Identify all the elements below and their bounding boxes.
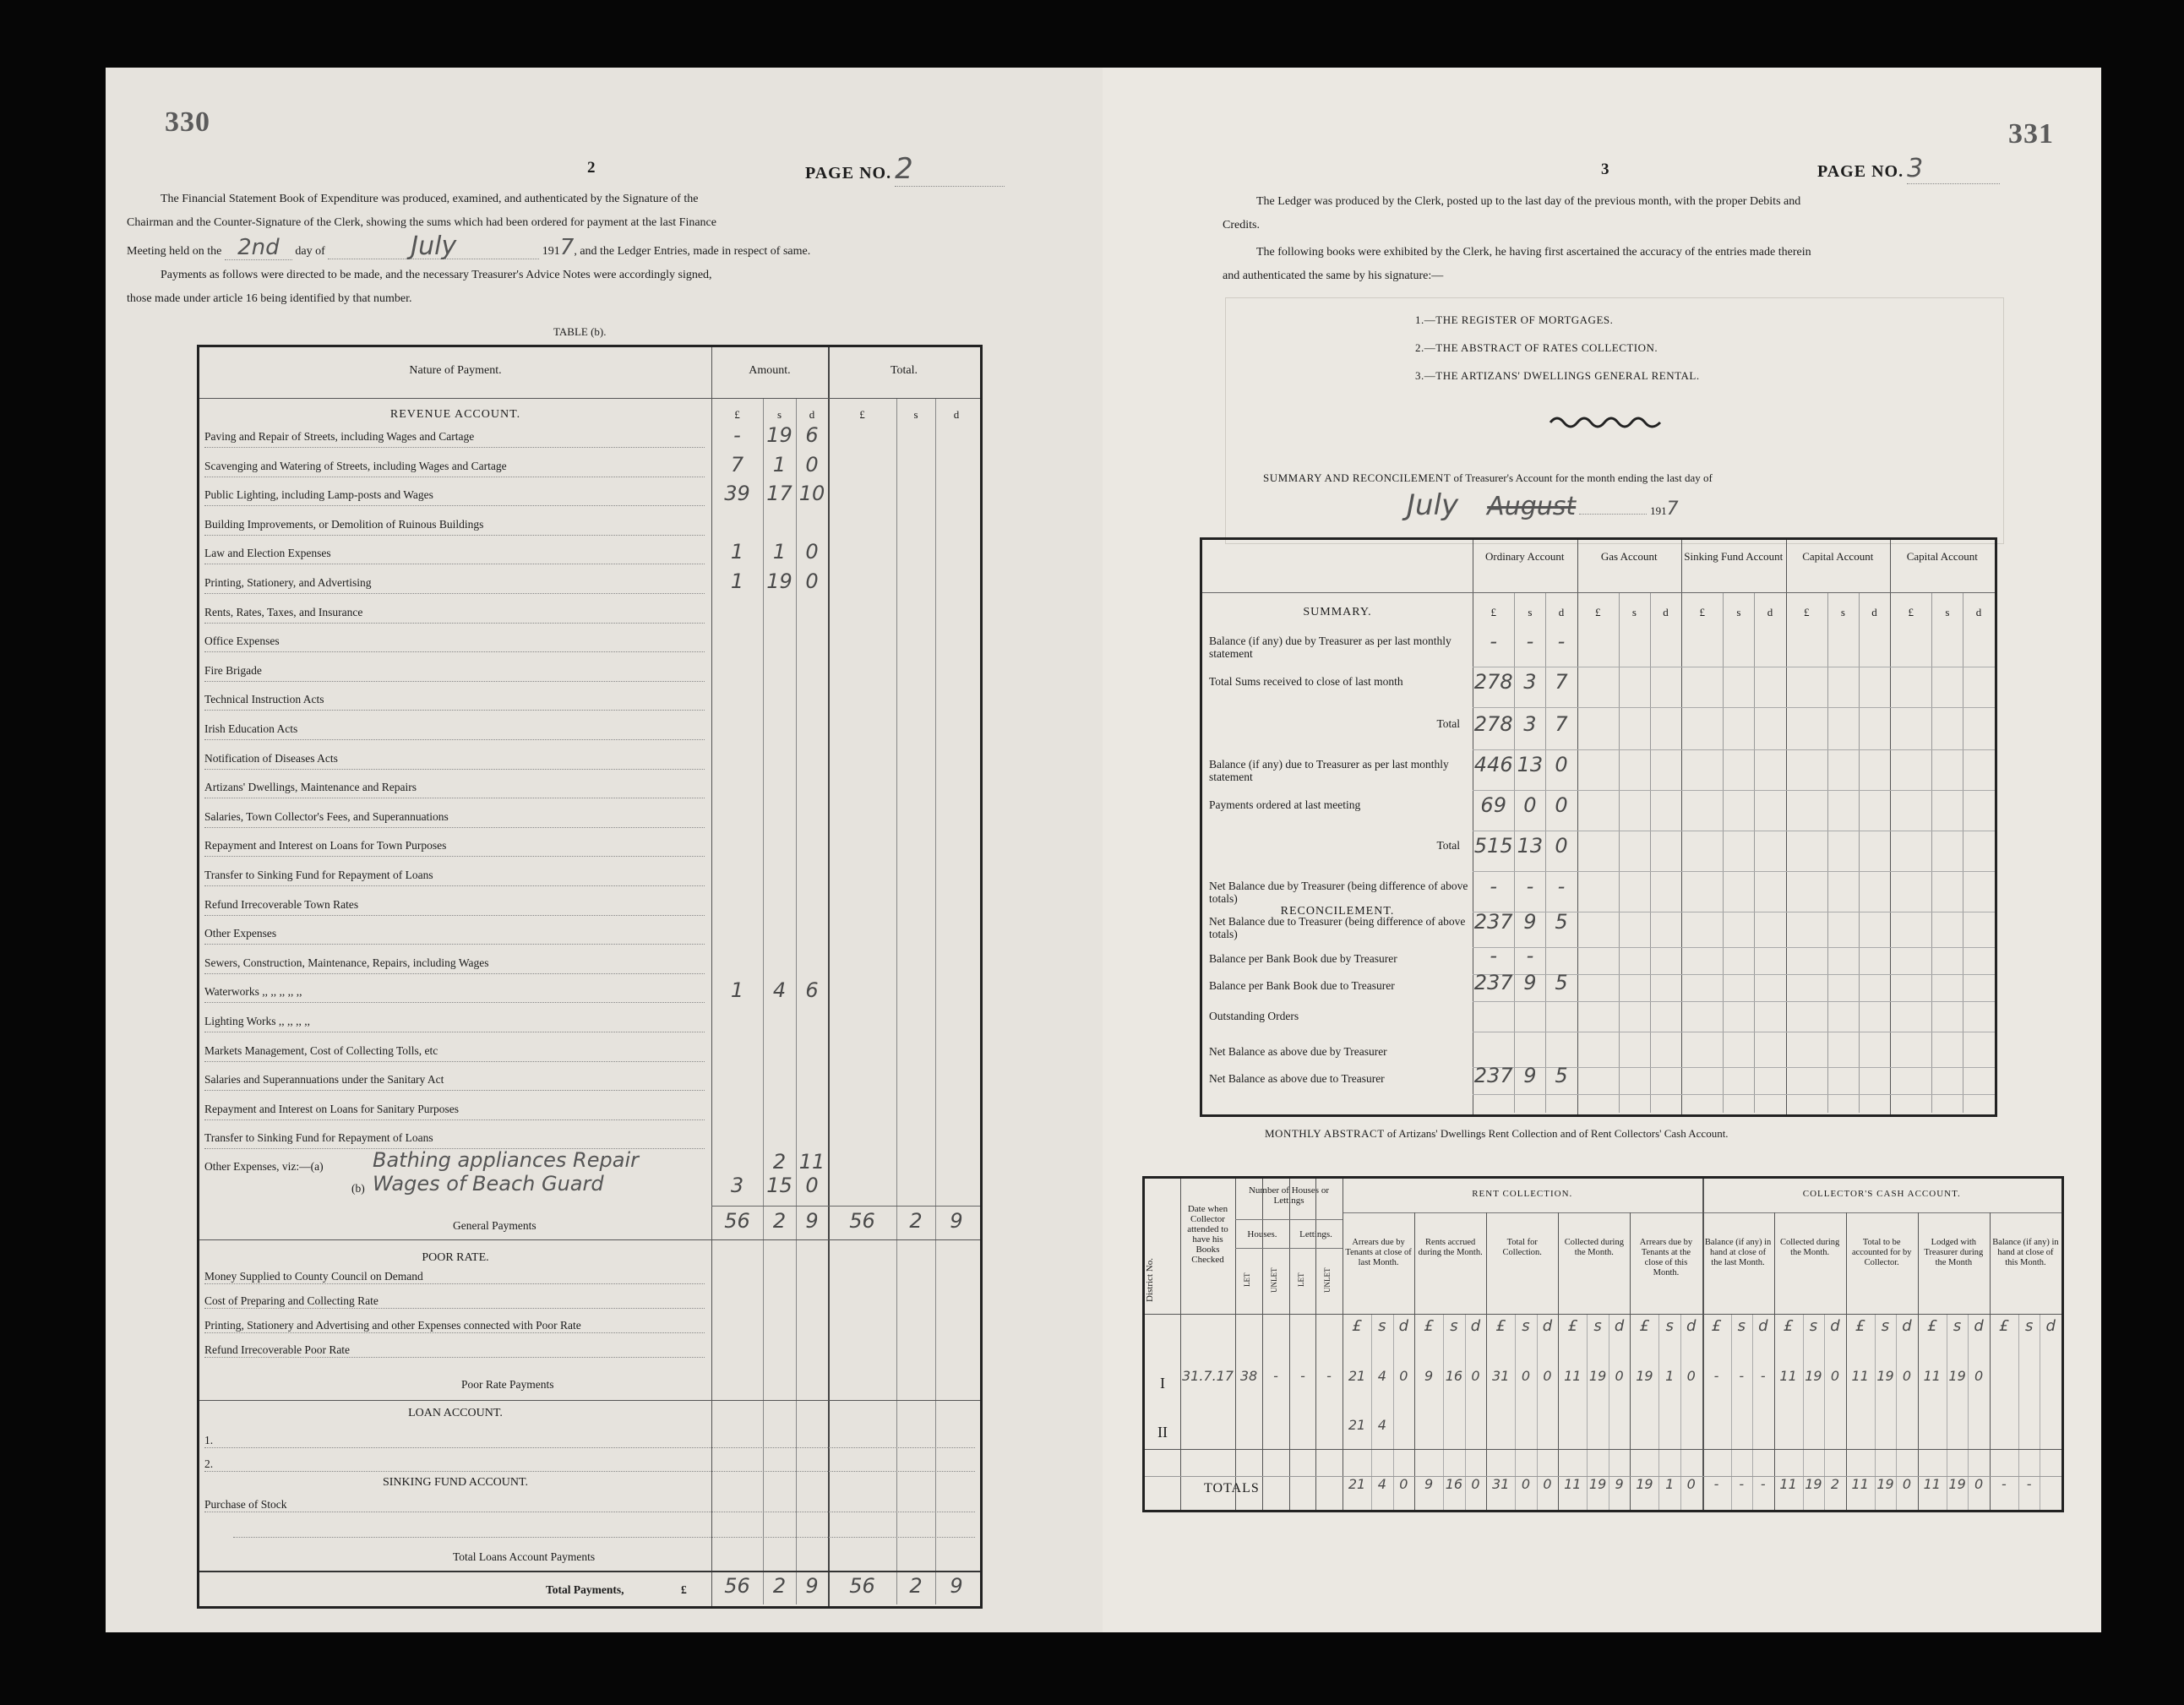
- abstract-total: 9: [1424, 1476, 1434, 1492]
- poor-rate-heading: POOR RATE.: [422, 1251, 489, 1264]
- page-number: 2: [587, 159, 596, 177]
- summary-row-label: Payments ordered at last meeting: [1209, 798, 1361, 811]
- summary-row-value: -: [1526, 874, 1534, 898]
- abstract-header: UNLET: [1323, 1267, 1332, 1293]
- abstract-header: UNLET: [1270, 1267, 1278, 1293]
- abstract-header: Balance (if any) in hand at close of the last Month.: [1704, 1238, 1772, 1267]
- books-list: 1.—THE REGISTER OF MORTGAGES. 2.—THE ABSTRACT OF RATES COLLECTION. 3.—THE ARTIZANS' DWELLINGS GENERAL RENTAL.: [1415, 313, 1700, 382]
- abstract-value: 0: [1543, 1368, 1552, 1384]
- summary-row-value: 7: [1555, 712, 1568, 736]
- payment-row-label: Repayment and Interest on Loans for Town Purposes: [204, 839, 705, 857]
- abstract-value: 11: [1779, 1368, 1797, 1384]
- other-expense-a: Bathing appliances Repair: [373, 1148, 639, 1172]
- abstract-unit: £: [1927, 1317, 1937, 1335]
- payment-row-label: Transfer to Sinking Fund for Repayment of Loans: [204, 1131, 705, 1149]
- payment-row-label: Lighting Works ,, ,, ,, ,,: [204, 1015, 705, 1032]
- summary-row-value: 0: [1555, 753, 1568, 776]
- abstract-unit: £: [1639, 1317, 1650, 1335]
- col-total-header: Total.: [890, 364, 918, 377]
- loan-heading: LOAN ACCOUNT.: [408, 1407, 503, 1419]
- summary-row-label: Total: [1436, 717, 1460, 730]
- cash-account-header: COLLECTOR'S CASH ACCOUNT.: [1802, 1189, 1961, 1199]
- recon-row-label: Outstanding Orders: [1209, 1010, 1299, 1022]
- abstract-unit: s: [2025, 1317, 2034, 1335]
- revenue-heading: REVENUE ACCOUNT.: [389, 408, 521, 421]
- abstract-total: 0: [1974, 1476, 1984, 1492]
- payment-row-label: Technical Instruction Acts: [204, 693, 705, 711]
- summary-row-value: 3: [1523, 712, 1537, 736]
- abstract-value: 0: [1471, 1368, 1480, 1384]
- abstract-total: -: [1713, 1476, 1719, 1492]
- payment-row-label: Repayment and Interest on Loans for Sanitary Purposes: [204, 1103, 705, 1120]
- payments-table: Nature of Payment. Amount. Total. REVENUE ACCOUNT. £ s d £ s d Paving and Repair of Streets, including Wages and Cartage - 19 6 Scavenging and Watering of Streets, including Wages and Cartage 7 1 0 Public Lighting, including Lamp-posts and Wages 39 17 10 Building Improvements, or Demolition of Ruinous Buildings Law and Election Expenses 1 1 0 Printing, Stationery, and Advertising 1 19 0 Rents, Rates, Taxes, and Insurance Office Expenses Fire Brigade Technical Instruction Acts Irish Education Acts Notification of Diseases Acts Artizans' Dwellings, Maintenance and Repairs Salaries, Town Collector's Fees, and Superannuations Repayment and Interest on Loans for Town Purposes Transfer to Sinking Fund for Repayment of Loans Refund Irrecoverable Town Rates Other Expenses Sewers, Construction, Maintenance, Repairs, including Wages Waterworks ,, ,, ,, ,, ,, 1 4 6 Lighting Works ,, ,, ,, ,, Markets Management, Cost of Collecting Tolls, etc Salaries and Superannuations under the Sanitary Act Repayment and Interest on Loans for Sanitary Purposes Transfer to Sinking Fund for Repayment of Loans Other Expenses, viz:—(a) Bathing appliances Repair 2 11 (b) Wages of Beach Guard 3 15 0 General Payments 56 2 9 56 2 9 POOR RATE. Money Supplied to County Council on Demand Cost of Preparing and Collecting Rate Printing, Stationery and Advertising and other Expenses connected with Poor Rate Refund Irrecoverable Poor Rate Poor Rate Payments LOAN ACCOUNT. 1. 2. SINKING FUND ACCOUNT. Purchase of Stock Total Loans Account Payments Total Payments, £ 56 2 9 56 2 9: [197, 345, 983, 1609]
- abstract-value: 21: [1348, 1417, 1366, 1433]
- page-number: 3: [1601, 161, 1609, 178]
- abstract-unit: s: [1450, 1317, 1458, 1335]
- summary-row-value: 237: [1473, 910, 1513, 934]
- summary-row-label: Total Sums received to close of last month: [1209, 675, 1403, 688]
- summary-row-value: 13: [1517, 753, 1544, 776]
- abstract-value: 4: [1377, 1368, 1386, 1384]
- abstract-value: 0: [1902, 1368, 1912, 1384]
- abstract-value: -: [1713, 1368, 1719, 1384]
- summary-row-value: 278: [1473, 712, 1513, 736]
- abstract-total: 1: [1665, 1476, 1675, 1492]
- abstract-total: 19: [1805, 1476, 1822, 1492]
- recon-row-value: 5: [1555, 971, 1568, 994]
- payment-row-value: 4: [772, 978, 787, 1003]
- abstract-header: Arrears due by Tenants at close of last Month.: [1345, 1238, 1412, 1267]
- page-no-value: 3: [1907, 154, 2000, 184]
- date-header: Date when Collector attended to have his Books Checked: [1187, 1204, 1228, 1265]
- payment-row-value: 1: [772, 452, 787, 477]
- abstract-value: -: [1760, 1368, 1766, 1384]
- summary-row-value: -: [1526, 629, 1534, 653]
- abstract-total: -: [1760, 1476, 1766, 1492]
- checked-date: 31.7.17: [1181, 1368, 1234, 1384]
- account-header: Ordinary Account: [1484, 550, 1565, 563]
- summary-row-value: 13: [1517, 834, 1544, 858]
- left-page: [106, 68, 1103, 1632]
- summary-row-value: 278: [1473, 670, 1513, 694]
- abstract-value: 21: [1348, 1368, 1366, 1384]
- abstract-unit: s: [1378, 1317, 1386, 1335]
- houses-value: 38: [1239, 1368, 1258, 1384]
- abstract-unit: £: [1424, 1317, 1434, 1335]
- page-no-value: 2: [895, 152, 1005, 187]
- recon-row-value: -: [1490, 944, 1498, 967]
- summary-row-value: 7: [1555, 670, 1568, 694]
- payment-row-label: Public Lighting, including Lamp-posts and Wages: [204, 488, 705, 506]
- rent-collection-header: RENT COLLECTION.: [1472, 1189, 1573, 1199]
- abstract-value: 11: [1564, 1368, 1582, 1384]
- summary-table: Ordinary Account £ s d Gas Account £ s d Sinking Fund Account £ s d Capital Account £ s d Capital Account £ s d SUMMARY. Balance (if any) due by Treasurer as per last monthly statement - - - Total Sums received to close of last month 278 3 7 Total 278 3 7 Balance (if any) due to Treasurer as per last monthly statement 446 13 0 Payments ordered at last meeting 69 0 0 Total 515 13 0 Net Balance due by Treasurer (being difference of above totals) - - - Net Balance due to Treasurer (being difference of above totals) 237 9 5 Balance per Bank Book due by Treasurer - - Balance per Bank Book due to Treasurer 237 9 5 Outstanding Orders Net Balance as above due by Treasurer Net Balance as above due to Treasurer 237 9 5 RECONCILEMENT.: [1200, 537, 1997, 1117]
- recon-row-value: 9: [1523, 1064, 1537, 1087]
- payment-row-label: Fire Brigade: [204, 664, 705, 682]
- abstract-total: 11: [1779, 1476, 1797, 1492]
- abstract-value: 1: [1665, 1368, 1675, 1384]
- abstract-unit: d: [2045, 1317, 2056, 1335]
- abstract-table: [1142, 1176, 2064, 1512]
- summary-heading: SUMMARY.: [1303, 606, 1372, 618]
- abstract-total: 19: [1948, 1476, 1966, 1492]
- payment-row-label: Law and Election Expenses: [204, 547, 705, 564]
- abstract-total: 0: [1543, 1476, 1552, 1492]
- abstract-value: 31: [1492, 1368, 1510, 1384]
- abstract-unit: d: [1542, 1317, 1553, 1335]
- abstract-unit: £: [1783, 1317, 1794, 1335]
- summary-row-label: Total: [1436, 839, 1460, 852]
- summary-row-value: 0: [1555, 793, 1568, 817]
- col-amount-header: Amount.: [749, 364, 791, 377]
- abstract-unit: s: [1593, 1317, 1602, 1335]
- abstract-unit: d: [1686, 1317, 1697, 1335]
- payment-row-label: Paving and Repair of Streets, including Wages and Cartage: [204, 430, 705, 448]
- poor-rate-total-label: Poor Rate Payments: [461, 1378, 554, 1391]
- summary-row-value: 3: [1523, 670, 1537, 694]
- abstract-total: 9: [1615, 1476, 1624, 1492]
- summary-row-value: 9: [1523, 910, 1537, 934]
- ornament-squiggle: [1549, 412, 1664, 429]
- district-number: I: [1160, 1375, 1165, 1392]
- abstract-total: 4: [1377, 1476, 1386, 1492]
- abstract-total: 16: [1445, 1476, 1463, 1492]
- abstract-unit: £: [1999, 1317, 2009, 1335]
- abstract-header: Balance (if any) in hand at close of this Month.: [1992, 1238, 2059, 1267]
- abstract-title: MONTHLY ABSTRACT of Artizans' Dwellings Rent Collection and of Rent Collectors' Cash Account.: [1265, 1127, 1729, 1140]
- page-no: PAGE NO. 3: [1817, 154, 2071, 184]
- meeting-month: July: [328, 235, 539, 259]
- payment-row-value: 0: [805, 452, 819, 477]
- abstract-header: Collected during the Month.: [1564, 1238, 1624, 1257]
- payment-row-value: 39: [724, 482, 750, 506]
- recon-row-value: 237: [1473, 971, 1513, 994]
- payment-row-value: 1: [730, 569, 744, 593]
- abstract-unit: d: [1398, 1317, 1409, 1335]
- payment-row-value: 7: [730, 452, 744, 477]
- recon-row-value: 9: [1523, 971, 1537, 994]
- abstract-header: LET: [1243, 1272, 1251, 1288]
- payment-row-label: Printing, Stationery, and Advertising: [204, 576, 705, 594]
- account-header: Capital Account: [1802, 550, 1874, 563]
- total-payments-label: Total Payments,: [546, 1583, 624, 1596]
- table-title: TABLE (b).: [553, 325, 607, 338]
- abstract-unit: d: [1902, 1317, 1912, 1335]
- abstract-value: 19: [1948, 1368, 1966, 1384]
- abstract-unit: d: [1614, 1317, 1625, 1335]
- abstract-total: -: [1739, 1476, 1745, 1492]
- summary-row-value: -: [1557, 874, 1566, 898]
- abstract-unit: £: [1711, 1317, 1722, 1335]
- abstract-header: Arrears due by Tenants at the close of this Month.: [1639, 1238, 1693, 1277]
- page-no: PAGE NO. 2: [805, 152, 1042, 187]
- abstract-total: 0: [1521, 1476, 1531, 1492]
- payment-row-value: 17: [766, 482, 792, 506]
- summary-row-value: -: [1490, 874, 1498, 898]
- payment-row-value: 6: [805, 978, 819, 1003]
- payment-row-value: 6: [805, 423, 819, 447]
- account-header: Gas Account: [1600, 550, 1658, 563]
- recon-row-value: 5: [1555, 1064, 1568, 1087]
- account-header: Capital Account: [1906, 550, 1978, 563]
- abstract-value: -: [1739, 1368, 1745, 1384]
- recon-row-label: Balance per Bank Book due to Treasurer: [1209, 979, 1395, 992]
- payment-row-value: -: [733, 423, 741, 447]
- other-expense-b: Wages of Beach Guard: [373, 1172, 604, 1196]
- abstract-total: -: [2026, 1476, 2032, 1492]
- loans-total-label: Total Loans Account Payments: [453, 1550, 596, 1563]
- payment-row-value: 1: [772, 540, 787, 564]
- summary-row-value: -: [1557, 629, 1566, 653]
- summary-row-value: -: [1490, 629, 1498, 653]
- abstract-total: -: [2002, 1476, 2007, 1492]
- folio-number: 331: [2008, 118, 2054, 150]
- abstract-value: 0: [1974, 1368, 1984, 1384]
- abstract-value: 0: [1615, 1368, 1624, 1384]
- summary-row-label: Net Balance due to Treasurer (being difference of above totals): [1209, 915, 1466, 940]
- abstract-value: 19: [1636, 1368, 1653, 1384]
- abstract-total: 19: [1876, 1476, 1894, 1492]
- intro-paragraph: The Financial Statement Book of Expenditure was produced, examined, and authenticated by the Signature of the Chairman and the Counter-Signature of the Clerk, showing the sums which had been ordered for payment at the last Finance Meeting held on the 2nd day of July 1917, and the Ledger Entries, made in respect of same. Payments as follows were directed to be made, and the necessary Treasurer's Advice Notes were accordingly signed, those made under article 16 being identified by that number.: [127, 193, 811, 305]
- summary-row-value: 0: [1555, 834, 1568, 858]
- recon-row-label: Net Balance as above due to Treasurer: [1209, 1072, 1385, 1085]
- payment-row-label: Office Expenses: [204, 635, 705, 652]
- payment-row-label: Refund Irrecoverable Town Rates: [204, 898, 705, 916]
- meeting-day: 2nd: [225, 236, 292, 260]
- abstract-header: Houses.: [1247, 1229, 1277, 1239]
- abstract-value: 19: [1805, 1368, 1822, 1384]
- abstract-value: 16: [1445, 1368, 1463, 1384]
- abstract-total: 19: [1588, 1476, 1607, 1492]
- abstract-unit: £: [1495, 1317, 1506, 1335]
- folio-number: 330: [165, 106, 210, 138]
- payment-row-label: Salaries and Superannuations under the Sanitary Act: [204, 1073, 705, 1091]
- summary-row-value: 69: [1480, 793, 1506, 817]
- recon-row-label: Balance per Bank Book due by Treasurer: [1209, 952, 1397, 965]
- summary-row-value: 515: [1473, 834, 1513, 858]
- district-number: II: [1157, 1424, 1168, 1441]
- abstract-total: 31: [1492, 1476, 1510, 1492]
- abstract-total: 2: [1830, 1476, 1839, 1492]
- recon-row-value: 237: [1473, 1064, 1513, 1087]
- payment-row-value: 0: [805, 540, 819, 564]
- payment-row-label: Building Improvements, or Demolition of Ruinous Buildings: [204, 518, 705, 536]
- abstract-unit: £: [1567, 1317, 1578, 1335]
- payment-row-value: 1: [730, 540, 744, 564]
- abstract-value: 11: [1851, 1368, 1869, 1384]
- payment-row-label: Rents, Rates, Taxes, and Insurance: [204, 606, 705, 624]
- summary-row-label: Balance (if any) due to Treasurer as per last monthly statement: [1209, 758, 1449, 783]
- abstract-total: 11: [1851, 1476, 1869, 1492]
- account-header: Sinking Fund Account: [1684, 550, 1784, 563]
- abstract-total: 21: [1348, 1476, 1366, 1492]
- totals-label: TOTALS: [1204, 1481, 1260, 1495]
- payment-row-label: Transfer to Sinking Fund for Repayment of Loans: [204, 869, 705, 886]
- abstract-value: 9: [1424, 1368, 1434, 1384]
- payment-row-label: Salaries, Town Collector's Fees, and Superannuations: [204, 810, 705, 828]
- abstract-header: Total to be accounted for by Collector.: [1851, 1238, 1912, 1267]
- houses-value: -: [1326, 1368, 1332, 1384]
- abstract-unit: £: [1352, 1317, 1362, 1335]
- abstract-total: 11: [1923, 1476, 1941, 1492]
- abstract-unit: s: [1953, 1317, 1962, 1335]
- summary-row-label: Balance (if any) due by Treasurer as per last monthly statement: [1209, 635, 1451, 660]
- abstract-unit: d: [1758, 1317, 1768, 1335]
- abstract-header: Total for Collection.: [1502, 1238, 1542, 1257]
- payment-row-value: 0: [805, 569, 819, 593]
- payment-row-value: 19: [766, 423, 792, 447]
- payment-row-label: Notification of Diseases Acts: [204, 752, 705, 770]
- abstract-unit: d: [1974, 1317, 1984, 1335]
- abstract-value: 0: [1399, 1368, 1408, 1384]
- summary-row-label: Net Balance due by Treasurer (being difference of above totals): [1209, 880, 1468, 905]
- payment-row-label: Sewers, Construction, Maintenance, Repairs, including Wages: [204, 956, 705, 974]
- abstract-unit: s: [1881, 1317, 1890, 1335]
- general-payments-label: General Payments: [453, 1219, 536, 1232]
- payment-row-label: Other Expenses: [204, 927, 705, 945]
- abstract-header: Rents accrued during the Month.: [1418, 1238, 1483, 1257]
- payment-row-label: Markets Management, Cost of Collecting Tolls, etc: [204, 1044, 705, 1062]
- summary-intro: SUMMARY AND RECONCILEMENT of Treasurer's Account for the month ending the last day of: [1263, 471, 1713, 484]
- abstract-value: 19: [1876, 1368, 1894, 1384]
- payment-row-value: 19: [766, 569, 792, 593]
- summary-row-value: 5: [1555, 910, 1568, 934]
- abstract-header: Lodged with Treasurer during the Month: [1924, 1238, 1984, 1267]
- recon-row-value: -: [1526, 944, 1534, 967]
- summary-date: July August 1917: [1407, 488, 1679, 522]
- abstract-unit: d: [1830, 1317, 1840, 1335]
- abstract-unit: s: [1809, 1317, 1818, 1335]
- abstract-value: 11: [1923, 1368, 1941, 1384]
- houses-group-header: Number of Houses or Lettings: [1248, 1185, 1329, 1206]
- houses-value: -: [1300, 1368, 1305, 1384]
- district-header: District No.: [1145, 1258, 1155, 1302]
- abstract-value: 0: [1521, 1368, 1531, 1384]
- payment-row-label: Artizans' Dwellings, Maintenance and Repairs: [204, 781, 705, 798]
- houses-value: -: [1273, 1368, 1278, 1384]
- ledger-paragraph: The Ledger was produced by the Clerk, posted up to the last day of the previous month, with the proper Debits and Credits. The following books were exhibited by the Clerk, he having first ascertained the accuracy of the entries made therein and authenticated the same by his signature:—: [1223, 195, 1811, 282]
- col-nature-header: Nature of Payment.: [409, 364, 502, 377]
- payment-row-label: Scavenging and Watering of Streets, including Wages and Cartage: [204, 460, 705, 477]
- abstract-value: 0: [1830, 1368, 1839, 1384]
- abstract-total: 0: [1686, 1476, 1696, 1492]
- abstract-total: 0: [1399, 1476, 1408, 1492]
- payment-row-label: Irish Education Acts: [204, 722, 705, 740]
- abstract-unit: £: [1854, 1317, 1865, 1335]
- recon-row-label: Net Balance as above due by Treasurer: [1209, 1045, 1387, 1058]
- abstract-header: Collected during the Month.: [1780, 1238, 1840, 1257]
- abstract-total: 0: [1902, 1476, 1912, 1492]
- summary-row-value: 0: [1523, 793, 1537, 817]
- abstract-unit: d: [1470, 1317, 1481, 1335]
- abstract-header: Lettings.: [1299, 1229, 1332, 1239]
- abstract-total: 11: [1564, 1476, 1582, 1492]
- reconcilement-heading: RECONCILEMENT.: [1280, 905, 1395, 918]
- sinking-fund-heading: SINKING FUND ACCOUNT.: [382, 1476, 529, 1489]
- abstract-value: 19: [1588, 1368, 1607, 1384]
- abstract-total: 19: [1636, 1476, 1653, 1492]
- summary-row-value: 446: [1473, 753, 1513, 776]
- abstract-total: 0: [1471, 1476, 1480, 1492]
- abstract-unit: s: [1737, 1317, 1746, 1335]
- abstract-value: 4: [1377, 1417, 1386, 1433]
- payment-row-value: 10: [798, 482, 825, 506]
- abstract-value: 0: [1686, 1368, 1696, 1384]
- other-expenses-label: Other Expenses, viz:—(a): [204, 1160, 324, 1173]
- abstract-unit: s: [1522, 1317, 1530, 1335]
- right-page: [1103, 68, 2101, 1632]
- payment-row-value: 1: [730, 978, 744, 1003]
- abstract-unit: s: [1665, 1317, 1674, 1335]
- payment-row-label: Waterworks ,, ,, ,, ,, ,,: [204, 985, 705, 1003]
- abstract-header: LET: [1297, 1272, 1305, 1288]
